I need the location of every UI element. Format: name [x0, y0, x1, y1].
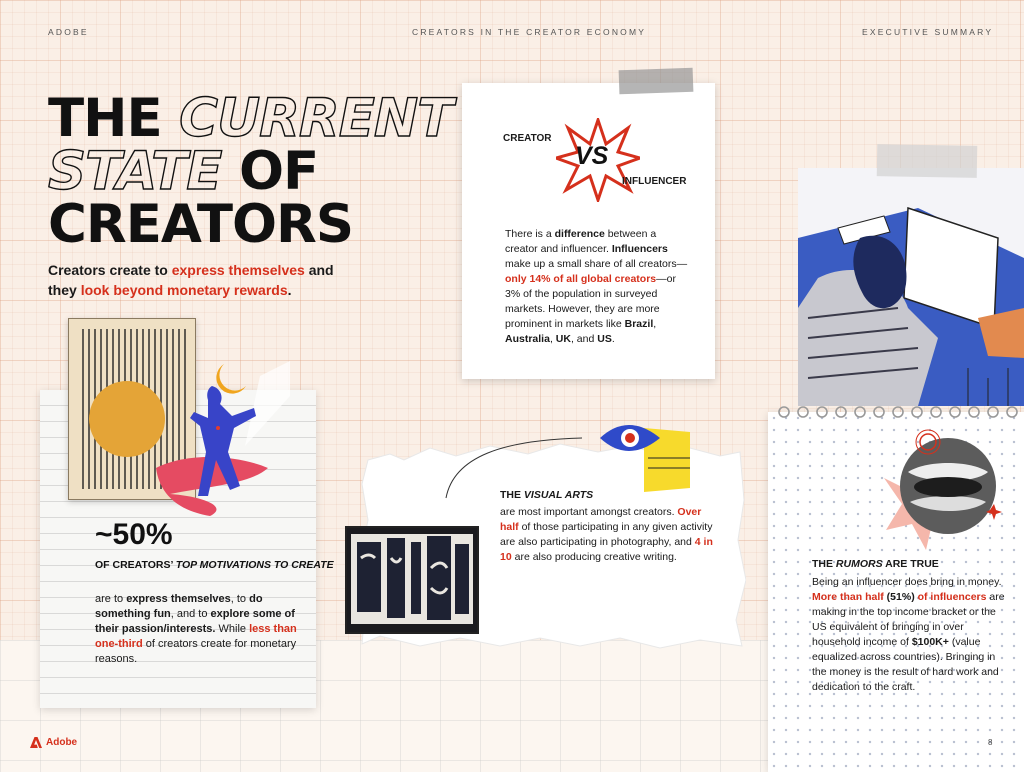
tape-strip [877, 144, 978, 178]
rumors-body: Being an influencer does bring in money. More than half (51%) of influencers are making in the top income bracket or the US equivalent of bringing in over household income of $100K+ (value equalized across countries). Bringing in the money is the result of hard work and dedication to the craft. [812, 576, 1005, 693]
rumors-heading: THE RUMORS ARE TRUE [812, 558, 939, 570]
working-person-illustration [798, 168, 1024, 406]
page-subtitle: Creators create to express themselves and they look beyond monetary rewards. [48, 262, 334, 298]
adobe-logo: Adobe [30, 737, 77, 748]
dancing-figure-illustration [150, 356, 290, 526]
vs-influencer-label: INFLUENCER [622, 176, 687, 187]
motivation-stat-label: OF CREATORS’ TOP MOTIVATIONS TO CREATE [95, 559, 334, 571]
creator-vs-influencer-body: There is a difference between a creator and influencer. Influencers make up a small share of all creators—only 14% of all global creators—or 3% of the population in surveyed markets. However, they are more prominent in markets like Brazil, Australia, UK, and US. [505, 228, 688, 345]
spiral-binding [776, 404, 1024, 420]
open-mouth-illustration [856, 420, 1006, 560]
visual-arts-heading: THE VISUAL ARTS [500, 489, 594, 501]
header-report-title: CREATORS IN THE CREATOR ECONOMY [412, 27, 647, 37]
adobe-logo-icon [30, 737, 42, 748]
vs-creator-label: CREATOR [503, 133, 552, 144]
eye-icon [598, 418, 694, 496]
header-brand: ADOBE [48, 27, 89, 37]
header-section: EXECUTIVE SUMMARY [862, 27, 994, 37]
motivation-stat-body: are to express themselves, to do something fun, and to explore some of their passion/interests. While less than one-third of creators create for monetary reasons. [95, 593, 297, 665]
page-number: 8 [988, 738, 993, 747]
visual-arts-body: are most important amongst creators. Over half of those participating in any given activity are also participating in photography, and 4 in 10 are also producing creative writing. [500, 506, 713, 563]
typography-photo [345, 526, 479, 634]
tape-strip [619, 68, 694, 95]
vs-label: VS [575, 142, 609, 170]
motivation-stat-value: ~50% [95, 518, 173, 551]
page-title: THE CURRENT STATE OF CREATORS [48, 88, 453, 255]
